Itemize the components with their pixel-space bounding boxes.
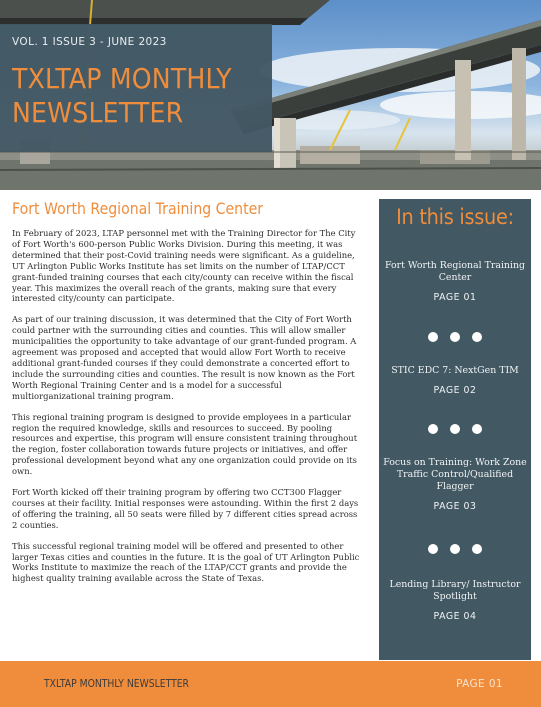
article-paragraph: This successful regional training model will be offered and presented to other larger Texas cities and counties in the future. It is the goal of UT Arlington Public Works Institute to maximize the reach of the LTAP/CCT grants and provide the highest quality training available across the State of Texas. bbox=[12, 540, 360, 584]
in-this-issue-sidebar bbox=[379, 199, 531, 660]
toc-item-title: Focus on Training: Work Zone Traffic Control/Qualified Flagger bbox=[383, 457, 527, 492]
dot-icon bbox=[472, 424, 482, 434]
dot-icon bbox=[472, 332, 482, 342]
toc-item-title: Fort Worth Regional Training Center bbox=[384, 260, 526, 283]
newsletter-title-line1: TXLTAP MONTHLY bbox=[12, 62, 232, 95]
dot-icon bbox=[450, 424, 460, 434]
article-paragraph: In February of 2023, LTAP personnel met with the Training Director for The City of Fort Worth's 600-person Public Works Division. During this meeting, it was determined that their post-Covid training needs were significant. As a guideline, UT Arlington Public Works Institute has set limits on the number of LTAP/CCT grant-funded training courses that each city/county can receive within the fiscal year. This maximizes the overall reach of the grants, making sure that every interested city/county can participate. bbox=[12, 228, 356, 304]
dot-icon bbox=[472, 544, 482, 554]
sidebar-heading: In this issue: bbox=[396, 205, 514, 229]
dot-icon bbox=[428, 544, 438, 554]
footer-bar bbox=[0, 661, 541, 707]
hero-banner bbox=[0, 0, 541, 190]
footer-publication-name: TXLTAP MONTHLY NEWSLETTER bbox=[44, 678, 189, 690]
footer-page-number: PAGE 01 bbox=[456, 678, 503, 690]
toc-item-fort-worth[interactable] bbox=[383, 260, 527, 304]
toc-item-focus-on-training[interactable] bbox=[383, 457, 527, 513]
toc-item-lending-library[interactable] bbox=[383, 579, 527, 623]
toc-item-page: PAGE 04 bbox=[433, 611, 477, 622]
toc-item-page: PAGE 02 bbox=[433, 385, 477, 396]
article-body bbox=[12, 228, 364, 594]
toc-item-page: PAGE 01 bbox=[433, 292, 477, 303]
dot-icon bbox=[428, 424, 438, 434]
article-paragraph: Fort Worth kicked off their training program by offering two CCT300 Flagger courses at their facility. Initial responses were astounding. Within the first 2 days of offering the training, all 50 seats were filled by 7 different cities spread across 2 counties. bbox=[12, 487, 359, 530]
dot-icon bbox=[450, 332, 460, 342]
separator-dots bbox=[379, 327, 531, 339]
toc-item-title: Lending Library/ Instructor Spotlight bbox=[389, 579, 521, 602]
separator-dots bbox=[379, 419, 531, 431]
issue-line: VOL. 1 ISSUE 3 - JUNE 2023 bbox=[12, 36, 167, 48]
dot-icon bbox=[450, 544, 460, 554]
separator-dots bbox=[379, 539, 531, 551]
newsletter-title-line2: NEWSLETTER bbox=[12, 96, 184, 129]
article-paragraph: This regional training program is designed to provide employees in a particular region the required knowledge, skills and resources to succeed. By pooling resources and expertise, this program will ensure consistent training throughout the region, foster collaboration towards future projects or initiatives, and offer professional development beyond what any one organization could provide on its own. bbox=[12, 411, 358, 477]
article-title: Fort Worth Regional Training Center bbox=[12, 199, 264, 218]
masthead-box bbox=[0, 24, 272, 152]
toc-item-page: PAGE 03 bbox=[433, 501, 477, 512]
dot-icon bbox=[428, 332, 438, 342]
toc-item-title: STIC EDC 7: NextGen TIM bbox=[391, 365, 519, 376]
article-paragraph: As part of our training discussion, it was determined that the City of Fort Worth could partner with the surrounding cities and counties. This will allow smaller municipalities the opportunity to take advantage of our grant-funded program. A agreement was proposed and accepted that would allow Fort Worth to receive additional grant-funded courses if they could demonstrate a concerted effort to include the surrounding cities and counties. The result is now known as the Fort Worth Regional Training Center and is a model for a successful multiorganizational training program. bbox=[12, 314, 357, 401]
newsletter-title bbox=[12, 62, 268, 130]
toc-item-stic-edc[interactable] bbox=[383, 365, 527, 397]
